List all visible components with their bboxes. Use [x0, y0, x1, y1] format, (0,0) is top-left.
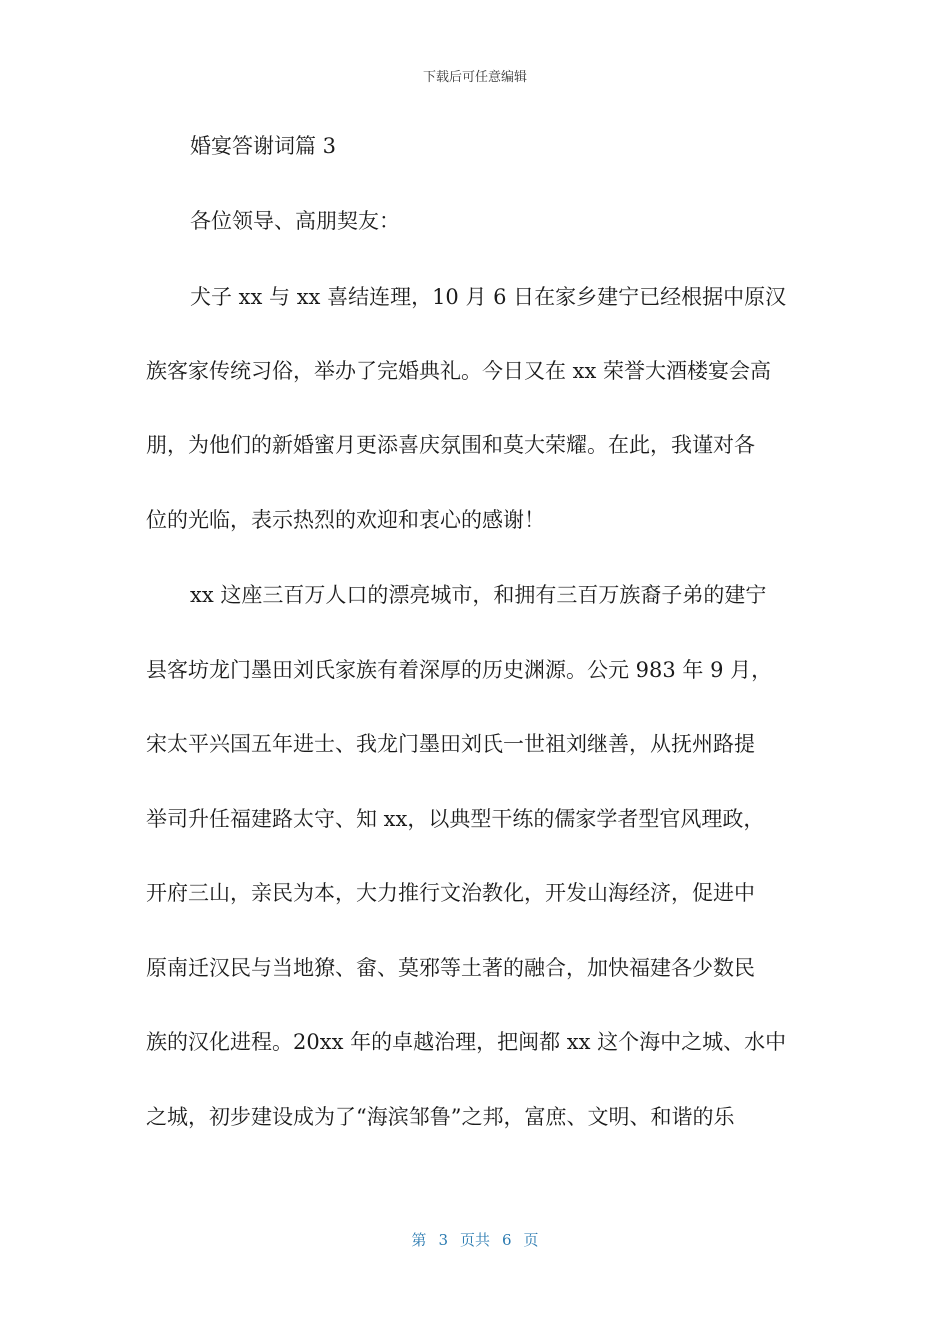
- body-line: 位的光临，表示热烈的欢迎和衷心的感谢！: [146, 508, 545, 532]
- footer-page-suffix: 页: [523, 1231, 539, 1249]
- page-footer: [0, 1229, 950, 1250]
- body-line: 朋，为他们的新婚蜜月更添喜庆氛围和莫大荣耀。在此，我谨对各: [146, 433, 755, 457]
- body-line: xx 这座三百万人口的漂亮城市，和拥有三百万族裔子弟的建宁: [190, 583, 767, 607]
- body-line: 开府三山，亲民为本，大力推行文治教化，开发山海经济，促进中: [146, 881, 755, 905]
- body-line: 犬子 xx 与 xx 喜结连理，10 月 6 日在家乡建宁已经根据中原汉: [190, 285, 787, 309]
- document-title: 婚宴答谢词篇 3: [190, 134, 337, 158]
- footer-total-pages: 6: [502, 1231, 512, 1249]
- body-line: 原南迁汉民与当地獠、畲、莫邪等土著的融合，加快福建各少数民: [146, 956, 755, 980]
- salutation-line: 各位领导、高朋契友：: [190, 209, 400, 233]
- body-line: 宋太平兴国五年进士、我龙门墨田刘氏一世祖刘继善，从抚州路提: [146, 732, 755, 756]
- body-line: 举司升任福建路太守、知 xx，以典型干练的儒家学者型官风理政，: [146, 807, 765, 831]
- body-line: 县客坊龙门墨田刘氏家族有着深厚的历史渊源。公元 983 年 9 月，: [146, 658, 773, 682]
- footer-total-word: 页共: [459, 1231, 490, 1249]
- footer-current-page: 3: [438, 1231, 448, 1249]
- body-line: 族客家传统习俗，举办了完婚典礼。今日又在 xx 荣誉大酒楼宴会高: [146, 359, 772, 383]
- page-header-note: 下载后可任意编辑: [422, 70, 527, 85]
- footer-page-word: 第: [411, 1231, 427, 1249]
- body-line: 之城，初步建设成为了“海滨邹鲁”之邦，富庶、文明、和谐的乐: [146, 1105, 735, 1129]
- body-line: 族的汉化进程。20xx 年的卓越治理，把闽都 xx 这个海中之城、水中: [146, 1030, 787, 1054]
